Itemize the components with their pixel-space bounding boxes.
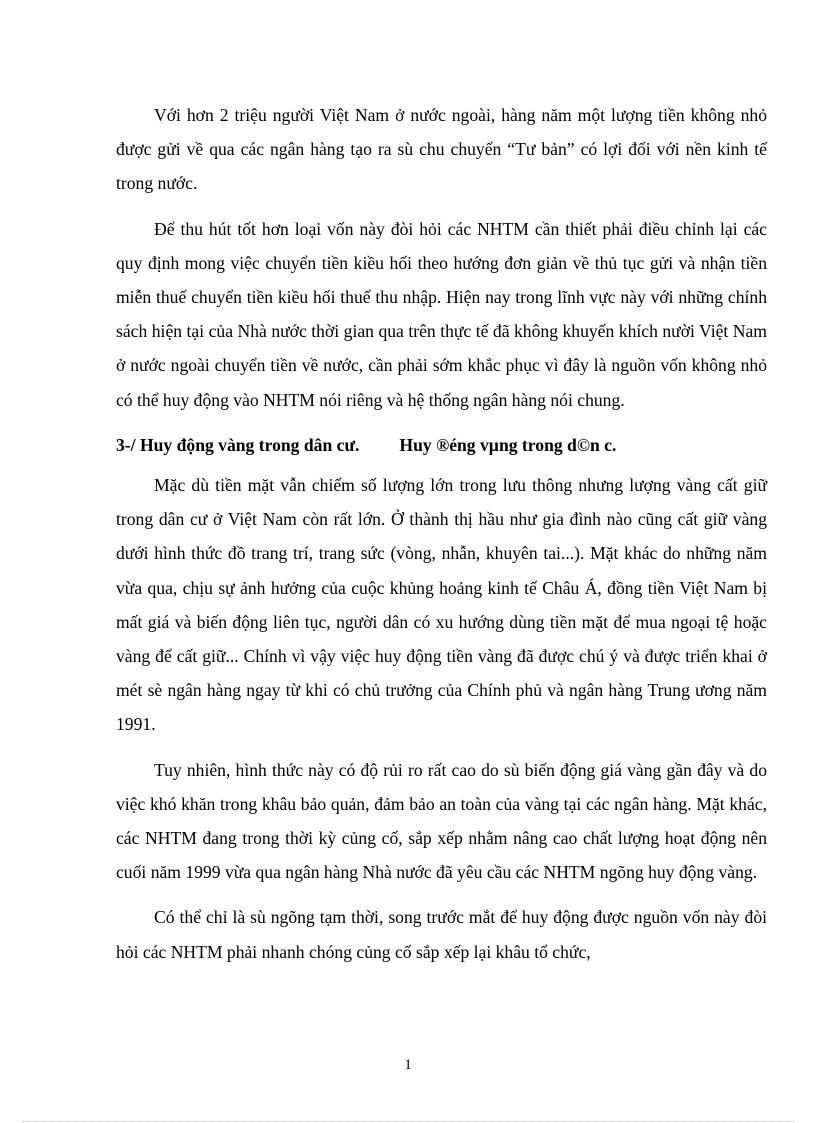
page-number: 1: [404, 1057, 412, 1073]
section-heading-garbled-text: Huy ®éng vµng trong d©n c.: [399, 434, 617, 455]
paragraph-attract-capital: Để thu hút tốt hơn loại vốn này đòi hỏi các NHTM cần thiết phải điều chỉnh lại các quy định mong việc chuyển tiền kiều hối theo hướng đơn giản về thủ tục gửi và nhận tiền miễn thuế chuyển tiền kiều hối thuế thu nhập. Hiện nay trong lĩnh vực này với những chính sách hiện tại của Nhà nước thời gian qua trên thực tế đã không khuyến khích nười Việt Nam ở nước ngoài chuyển tiền về nước, cần phải sớm khắc phục vì đây là nguồn vốn không nhỏ có thể huy động vào NHTM nói riêng và hệ thống ngân hàng nói chung.: [116, 218, 767, 410]
paragraph-gold-holdings: Mặc dù tiền mặt vẫn chiếm số lượng lớn trong lưu thông nhưng lượng vàng cất giữ trong dân cư ở Việt Nam còn rất lớn. Ở thành thị hầu như gia đình nào cũng cất giữ vàng dưới hình thức đồ trang trí, trang sức (vòng, nhẫn, khuyên tai...). Mặt khác do những năm vừa qua, chịu sự ảnh hưởng của cuộc khủng hoảng kinh tế Châu Á, đồng tiền Việt Nam bị mất giá và biến động liên tục, người dân có xu hướng dùng tiền mặt để mua ngoại tệ hoặc vàng để cất giữ... Chính vì vậy việc huy động tiền vàng đã được chú ý và được triển khai ở mét sè ngân hàng ngay từ khi có chủ trưởng của Chính phủ và ngân hàng Trung ương năm 1991.: [116, 475, 767, 735]
paragraph-gold-risk: Tuy nhiên, hình thức này có độ rủi ro rất cao do sù biến động giá vàng gần đây và do việc khó khăn trong khâu bảo quản, đảm bảo an toàn của vàng tại các ngân hàng. Mặt khác, các NHTM đang trong thời kỳ củng cố, sắp xếp nhằm nâng cao chất lượng hoạt động nên cuối năm 1999 vừa qua ngân hàng Nhà nước đã yêu cầu các NHTM ngõng huy động vàng.: [116, 759, 767, 883]
section-heading-text: 3-/ Huy động vàng trong dân cư.: [116, 434, 360, 455]
page-bottom-divider: [22, 1121, 794, 1122]
section-heading: [116, 428, 767, 462]
paragraph-temporary-stop: Có thể chỉ là sù ngõng tạm thời, song trước mắt để huy động được nguồn vốn này đòi hỏi các NHTM phải nhanh chóng củng cố sắp xếp lại khâu tổ chức,: [116, 907, 767, 962]
document-body: [116, 98, 767, 980]
paragraph-overseas-remittance: Với hơn 2 triệu người Việt Nam ở nước ngoài, hàng năm một lượng tiền không nhỏ được gửi về qua các ngân hàng tạo ra sù chu chuyển “Tư bản” có lợi đối với nền kinh tế trong nước.: [116, 105, 767, 194]
